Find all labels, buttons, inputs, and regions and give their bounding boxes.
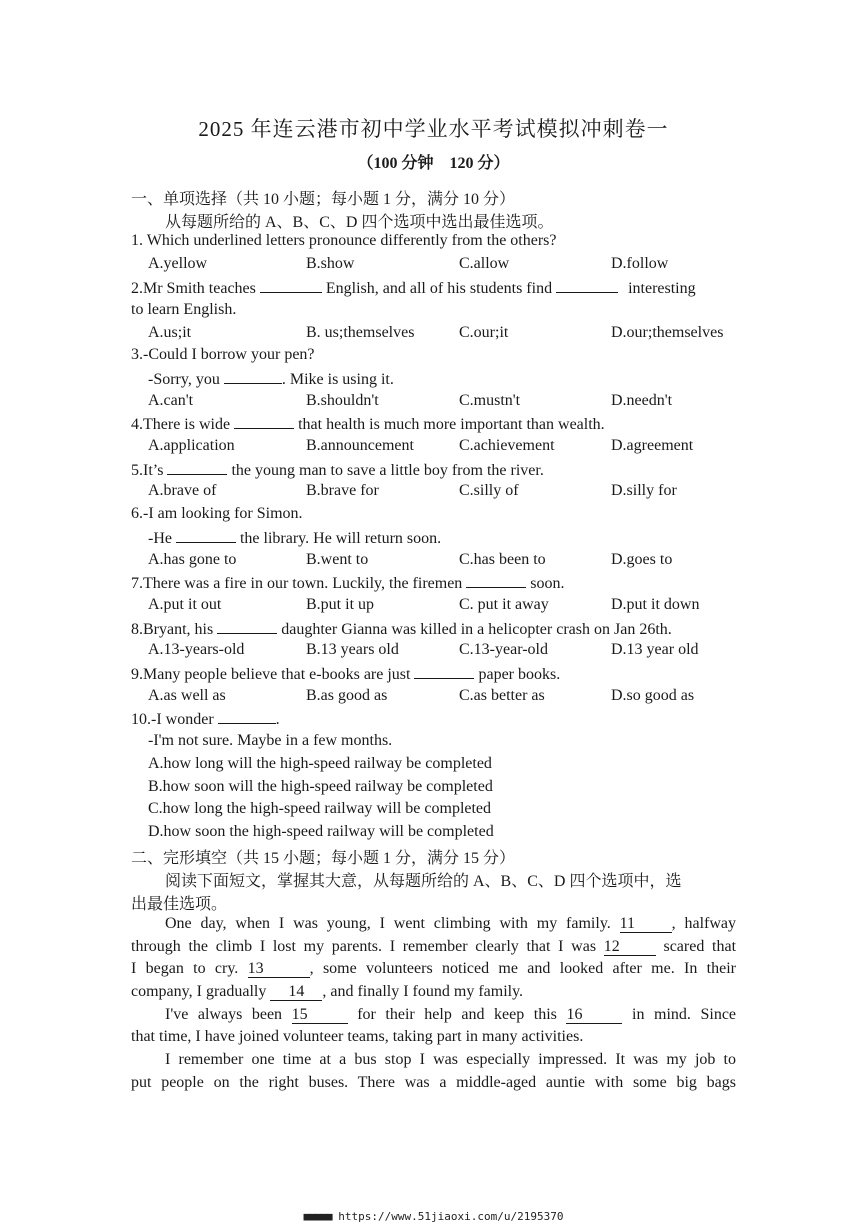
passage-line: One day, when I was young, I went climbing with my family. 11 , halfway <box>165 915 737 932</box>
question-10-option-c: C.how long the high-speed railway will be completed <box>148 800 492 817</box>
option-d: D.our;themselves <box>611 324 724 341</box>
question-10-stem-2: -I'm not sure. Maybe in a few months. <box>148 732 393 749</box>
option-a: A.as well as <box>148 687 226 704</box>
answer-blank <box>176 528 236 543</box>
footer-mark: ■■■■■ <box>303 1210 332 1223</box>
exam-subtitle: （100 分钟 120 分） <box>357 155 510 172</box>
option-d: D.13 year old <box>611 641 699 658</box>
option-b: B.13 years old <box>306 641 399 658</box>
option-a: A.us;it <box>148 324 192 341</box>
question-10-stem: 10.-I wonder . <box>131 711 280 728</box>
answer-blank <box>234 414 294 429</box>
answer-blank <box>556 278 618 293</box>
answer-blank <box>414 664 474 679</box>
question-7-stem: 7.There was a fire in our town. Luckily, the firemen soon. <box>131 575 565 592</box>
passage-line: I began to cry. 13 , some volunteers noticed me and looked after me. In their <box>131 960 736 977</box>
question-1-options <box>148 255 748 277</box>
section2-heading: 二、完形填空（共 15 小题；每小题 1 分，满分 15 分） <box>131 850 516 867</box>
question-2-options <box>148 324 748 346</box>
cloze-blank-15: 15 <box>292 1007 348 1024</box>
passage-line: that time, I have joined volunteer teams, taking part in many activities. <box>131 1028 584 1045</box>
answer-blank <box>218 709 276 724</box>
section1-heading: 一、单项选择（共 10 小题；每小题 1 分，满分 10 分） <box>131 191 516 208</box>
section1-instruction: 从每题所给的 A、B、C、D 四个选项中选出最佳选项。 <box>165 214 554 231</box>
option-b: B.went to <box>306 551 369 568</box>
section2-instruction-line2: 出最佳选项。 <box>131 896 228 913</box>
answer-blank <box>217 619 277 634</box>
question-4-stem: 4.There is wide that health is much more important than wealth. <box>131 416 605 433</box>
option-c: C.mustn't <box>459 392 521 409</box>
passage-line: I remember one time at a bus stop I was especially impressed. It was my job to <box>165 1051 736 1068</box>
question-6-stem-2: -He the library. He will return soon. <box>148 530 442 547</box>
cloze-blank-11: 11 <box>620 916 672 933</box>
question-4-options <box>148 437 748 459</box>
cloze-blank-13: 13 <box>248 961 310 978</box>
passage-line: through the climb I lost my parents. I remember clearly that I was 12 scared that <box>131 938 737 955</box>
option-a: A.put it out <box>148 596 222 613</box>
question-9-options <box>148 687 748 709</box>
question-10-option-d: D.how soon the high-speed railway will be completed <box>148 823 494 840</box>
answer-blank <box>466 573 526 588</box>
cloze-blank-14: 14 <box>270 984 322 1001</box>
exam-title: 2025 年连云港市初中学业水平考试模拟冲刺卷一 <box>198 117 669 141</box>
question-10-option-b: B.how soon will the high-speed railway be completed <box>148 778 493 795</box>
passage-line: put people on the right buses. There was a middle-aged auntie with some big bags <box>131 1074 736 1091</box>
option-d: D.so good as <box>611 687 695 704</box>
option-b: B.announcement <box>306 437 414 454</box>
question-6-options <box>148 551 748 573</box>
cloze-blank-16: 16 <box>566 1007 622 1024</box>
question-10-option-a: A.how long will the high-speed railway be completed <box>148 755 492 772</box>
option-b: B.as good as <box>306 687 388 704</box>
option-c: C. put it away <box>459 596 549 613</box>
option-c: C.allow <box>459 255 510 272</box>
footer-watermark <box>0 1210 867 1223</box>
question-3-options <box>148 392 748 414</box>
answer-blank <box>167 460 227 475</box>
option-c: C.13-year-old <box>459 641 548 658</box>
option-a: A.has gone to <box>148 551 237 568</box>
question-8-stem: 8.Bryant, his daughter Gianna was killed in a helicopter crash on Jan 26th. <box>131 621 672 638</box>
option-c: C.our;it <box>459 324 509 341</box>
passage-line: company, I gradually 14 , and finally I found my family. <box>131 983 524 1000</box>
option-d: D.goes to <box>611 551 673 568</box>
question-7-options <box>148 596 748 618</box>
option-a: A.application <box>148 437 235 454</box>
footer-url[interactable]: https://www.51jiaoxi.com/u/2195370 <box>338 1210 564 1223</box>
question-3-stem-2: -Sorry, you . Mike is using it. <box>148 371 394 388</box>
option-b: B.show <box>306 255 355 272</box>
option-a: A.13-years-old <box>148 641 245 658</box>
question-2-stem: 2.Mr Smith teaches English, and all of his students find interesting <box>131 280 696 297</box>
option-d: D.put it down <box>611 596 700 613</box>
question-5-stem: 5.It’s the young man to save a little boy from the river. <box>131 462 544 479</box>
cloze-blank-12: 12 <box>604 939 656 956</box>
option-d: D.needn't <box>611 392 673 409</box>
option-b: B.brave for <box>306 482 379 499</box>
question-9-stem: 9.Many people believe that e-books are just paper books. <box>131 666 561 683</box>
option-a: A.yellow <box>148 255 208 272</box>
question-2-stem-cont: to learn English. <box>131 301 237 318</box>
option-d: D.silly for <box>611 482 677 499</box>
option-b: B. us;themselves <box>306 324 415 341</box>
question-8-options <box>148 641 748 663</box>
passage-line: I've always been 15 for their help and keep this 16 in mind. Since <box>165 1006 737 1023</box>
option-d: D.follow <box>611 255 669 272</box>
option-c: C.silly of <box>459 482 519 499</box>
option-c: C.as better as <box>459 687 545 704</box>
option-c: C.has been to <box>459 551 546 568</box>
option-c: C.achievement <box>459 437 555 454</box>
option-d: D.agreement <box>611 437 694 454</box>
question-3-stem: 3.-Could I borrow your pen? <box>131 346 315 363</box>
option-a: A.can't <box>148 392 194 409</box>
question-6-stem: 6.-I am looking for Simon. <box>131 505 303 522</box>
answer-blank <box>224 369 282 384</box>
option-a: A.brave of <box>148 482 217 499</box>
option-b: B.shouldn't <box>306 392 379 409</box>
answer-blank <box>260 278 322 293</box>
question-1-stem: 1. Which underlined letters pronounce differently from the others? <box>131 232 557 249</box>
question-5-options <box>148 482 748 504</box>
section2-instruction-line1: 阅读下面短文，掌握其大意，从每题所给的 A、B、C、D 四个选项中，选 <box>165 873 682 890</box>
option-b: B.put it up <box>306 596 375 613</box>
